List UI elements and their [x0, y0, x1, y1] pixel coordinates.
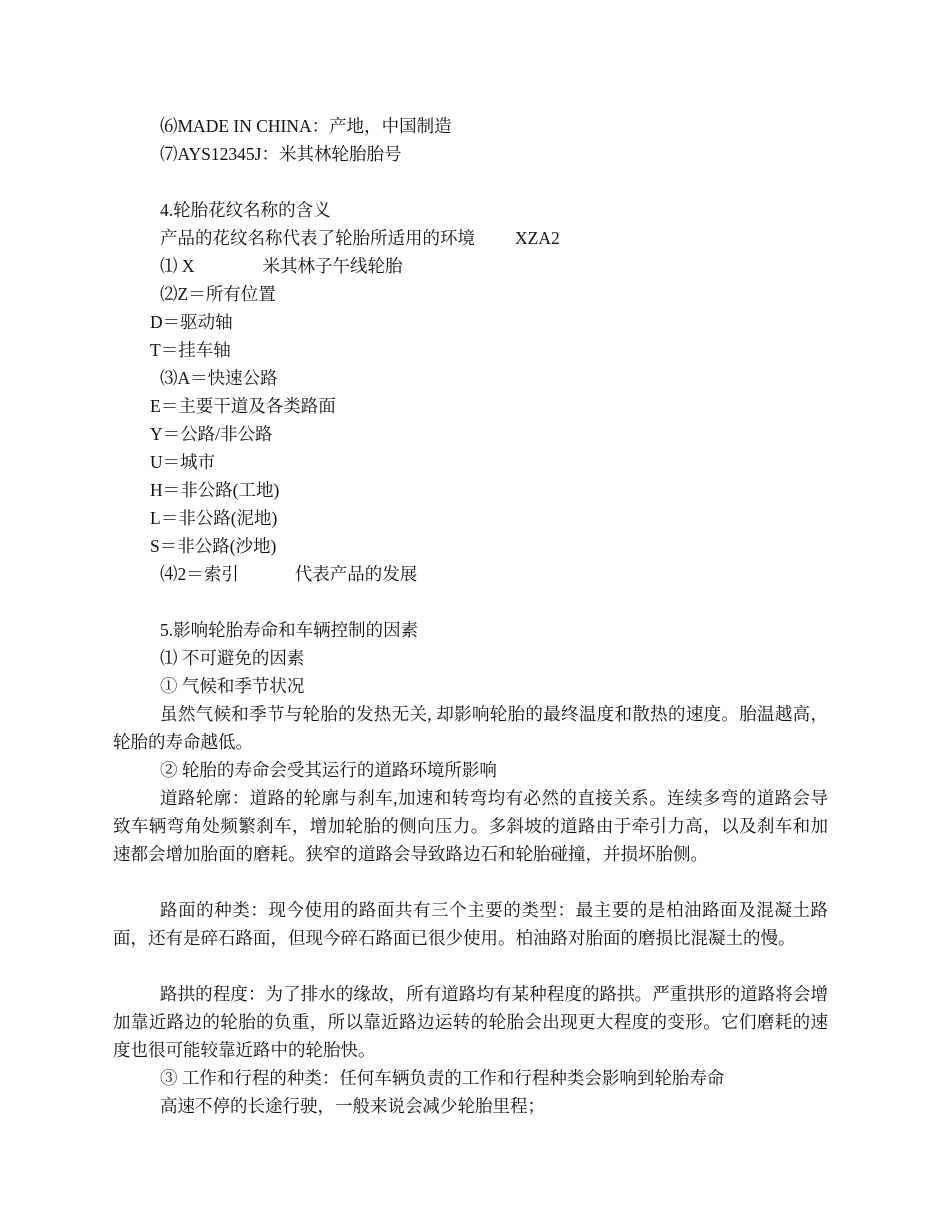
- pattern-h-line: H＝非公路(工地): [150, 480, 280, 500]
- factor-point-2: ② 轮胎的寿命会受其运行的道路环境所影响: [160, 760, 497, 780]
- paragraph-road-profile: 道路轮廓：道路的轮廓与刹车,加速和转弯均有必然的直接关系。连续多弯的道路会导致车辆弯角处频繁刹车，增加轮胎的侧向压力。多斜坡的道路由于牵引力高，以及刹车和加速都会增加胎面的磨耗。狭窄的道路会导致路边石和轮胎碰撞，并损坏胎侧。: [113, 788, 828, 864]
- pattern-item-1-desc: 米其林子午线轮胎: [262, 256, 403, 276]
- pattern-item-4-key: ⑷2＝索引: [160, 564, 239, 584]
- pattern-d-line: D＝驱动轴: [150, 312, 233, 332]
- factor-sub-1: ⑴ 不可避免的因素: [160, 648, 305, 668]
- section-4-heading: 4.轮胎花纹名称的含义: [160, 200, 331, 220]
- pattern-item-4: [160, 560, 417, 588]
- section-4-intro-code: XZA2: [515, 228, 560, 248]
- pattern-item-1: [160, 252, 403, 280]
- tire-code-item-7: ⑺AYS12345J：米其林轮胎胎号: [160, 144, 402, 164]
- section-4-intro-text: 产品的花纹名称代表了轮胎所适用的环境: [160, 228, 475, 248]
- pattern-item-3: ⑶A＝快速公路: [160, 368, 278, 388]
- pattern-item-4-desc: 代表产品的发展: [294, 564, 418, 584]
- pattern-s-line: S＝非公路(沙地): [150, 536, 277, 556]
- pattern-t-line: T＝挂车轴: [150, 340, 231, 360]
- pattern-u-line: U＝城市: [150, 452, 216, 472]
- section-4-intro: [160, 224, 560, 252]
- pattern-l-line: L＝非公路(泥地): [150, 508, 278, 528]
- paragraph-road-surface: 路面的种类：现今使用的路面共有三个主要的类型：最主要的是柏油路面及混凝土路面，还有是碎石路面，但现今碎石路面已很少使用。柏油路对胎面的磨损比混凝土的慢。: [113, 900, 828, 948]
- paragraph-road-camber: 路拱的程度：为了排水的缘故，所有道路均有某种程度的路拱。严重拱形的道路将会增加靠近路边的轮胎的负重，所以靠近路边运转的轮胎会出现更大程度的变形。它们磨耗的速度也很可能较靠近路中的轮胎快。: [113, 984, 828, 1060]
- pattern-y-line: Y＝公路/非公路: [150, 424, 273, 444]
- pattern-item-2: ⑵Z＝所有位置: [160, 284, 276, 304]
- tire-code-item-6: ⑹MADE IN CHINA：产地，中国制造: [160, 116, 452, 136]
- pattern-e-line: E＝主要干道及各类路面: [150, 396, 336, 416]
- factor-point-1: ① 气候和季节状况: [160, 676, 305, 696]
- factor-point-3: ③ 工作和行程的种类：任何车辆负责的工作和行程种类会影响到轮胎寿命: [160, 1068, 725, 1088]
- paragraph-climate: 虽然气候和季节与轮胎的发热无关, 却影响轮胎的最终温度和散热的速度。胎温越高，轮胎的寿命越低。: [113, 704, 828, 752]
- pattern-item-1-key: ⑴ X: [160, 256, 195, 276]
- paragraph-long-distance: 高速不停的长途行驶，一般来说会减少轮胎里程；: [160, 1096, 545, 1116]
- section-5-heading: 5.影响轮胎寿命和车辆控制的因素: [160, 620, 419, 640]
